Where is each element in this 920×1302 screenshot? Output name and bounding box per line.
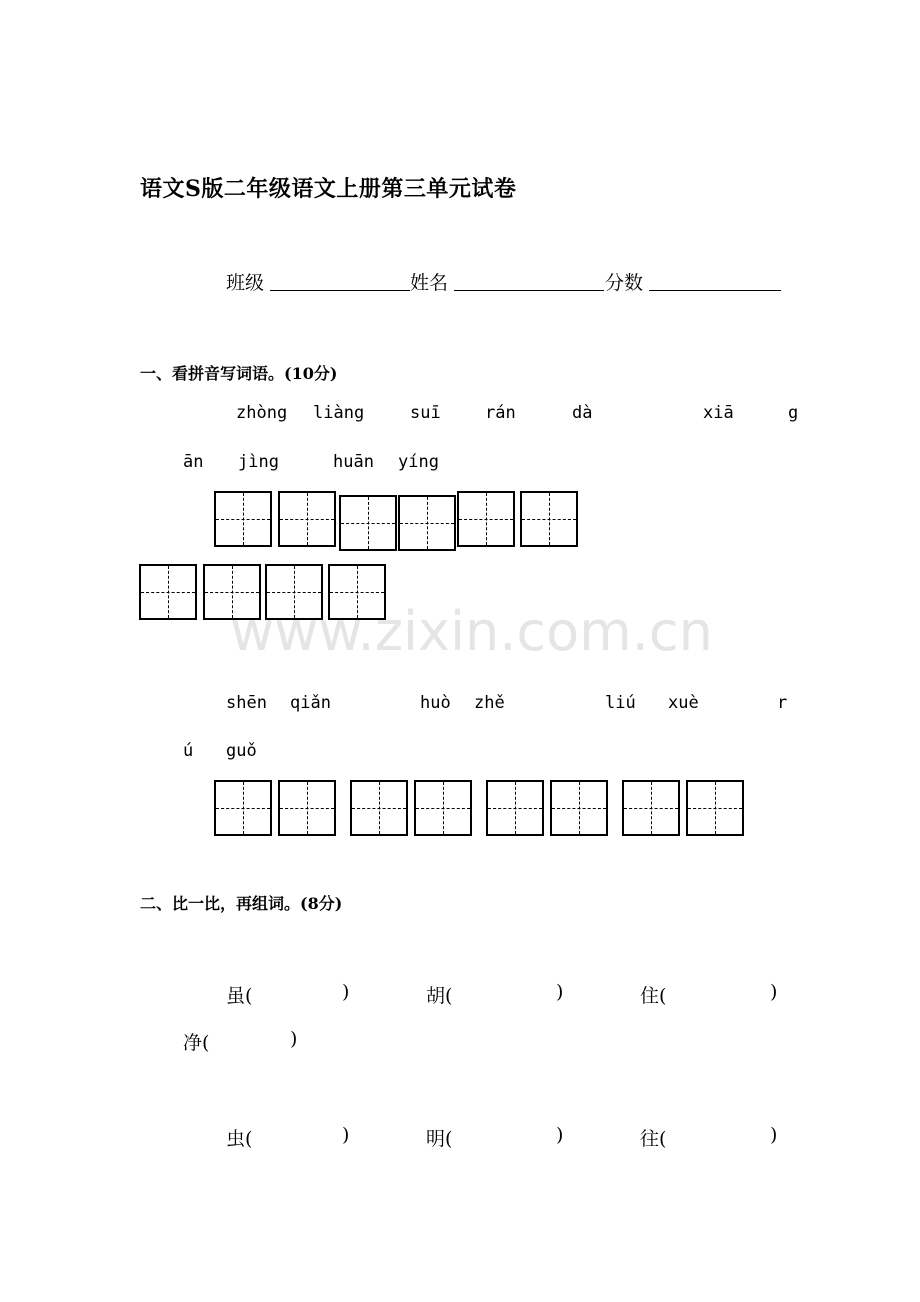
writing-grid-cell[interactable] — [457, 491, 515, 547]
pinyin: huān — [333, 452, 374, 472]
pinyin: rán — [485, 403, 516, 423]
writing-grid-cell[interactable] — [486, 780, 544, 836]
pinyin: liú — [605, 693, 636, 713]
pinyin: r — [777, 693, 788, 713]
name-label: 姓名 — [410, 272, 449, 294]
class-blank[interactable] — [270, 290, 410, 291]
compare-char: 住( — [640, 985, 667, 1007]
score-label: 分数 — [605, 272, 644, 294]
name-blank[interactable] — [454, 290, 604, 291]
pinyin: xuè — [668, 693, 699, 713]
paren-close: ) — [342, 1124, 350, 1146]
paren-close: ) — [342, 981, 350, 1003]
pinyin: qiǎn — [290, 693, 331, 713]
watermark: www.zixin.com.cn — [230, 600, 713, 663]
paren-close: ) — [290, 1028, 298, 1050]
pinyin: zhòng — [236, 403, 288, 423]
class-label: 班级 — [226, 272, 265, 294]
page-title: 语文S版二年级语文上册第三单元试卷 — [140, 176, 517, 202]
compare-char: 虫( — [226, 1128, 253, 1150]
pinyin: dà — [572, 403, 593, 423]
writing-grid-cell[interactable] — [398, 495, 456, 551]
writing-grid-cell[interactable] — [414, 780, 472, 836]
compare-char: 胡( — [426, 985, 453, 1007]
writing-grid-cell[interactable] — [686, 780, 744, 836]
writing-grid-cell[interactable] — [520, 491, 578, 547]
compare-char: 净( — [183, 1032, 210, 1054]
pinyin: jìng — [238, 452, 279, 472]
pinyin: huò — [420, 693, 451, 713]
paren-close: ) — [770, 981, 778, 1003]
pinyin: ú — [183, 741, 194, 761]
section-2-heading: 二、比一比，再组词。(8分) — [140, 894, 343, 913]
section-1-heading: 一、看拼音写词语。(10分) — [140, 364, 338, 383]
pinyin: ān — [183, 452, 204, 472]
writing-grid-cell[interactable] — [139, 564, 197, 620]
compare-char: 往( — [640, 1128, 667, 1150]
writing-grid-cell[interactable] — [622, 780, 680, 836]
pinyin: shēn — [226, 693, 267, 713]
writing-grid-cell[interactable] — [214, 491, 272, 547]
pinyin: yíng — [398, 452, 439, 472]
pinyin: suī — [410, 403, 441, 423]
compare-char: 虽( — [226, 985, 253, 1007]
writing-grid-cell[interactable] — [278, 780, 336, 836]
compare-char: 明( — [426, 1128, 453, 1150]
writing-grid-cell[interactable] — [339, 495, 397, 551]
paren-close: ) — [556, 981, 564, 1003]
score-blank[interactable] — [649, 290, 781, 291]
pinyin: g — [788, 403, 799, 423]
writing-grid-cell[interactable] — [278, 491, 336, 547]
paren-close: ) — [770, 1124, 778, 1146]
paren-close: ) — [556, 1124, 564, 1146]
writing-grid-cell[interactable] — [550, 780, 608, 836]
pinyin: xiā — [703, 403, 734, 423]
writing-grid-cell[interactable] — [350, 780, 408, 836]
writing-grid-cell[interactable] — [214, 780, 272, 836]
pinyin: zhě — [474, 693, 505, 713]
pinyin: guǒ — [226, 741, 257, 761]
pinyin: liàng — [313, 403, 365, 423]
